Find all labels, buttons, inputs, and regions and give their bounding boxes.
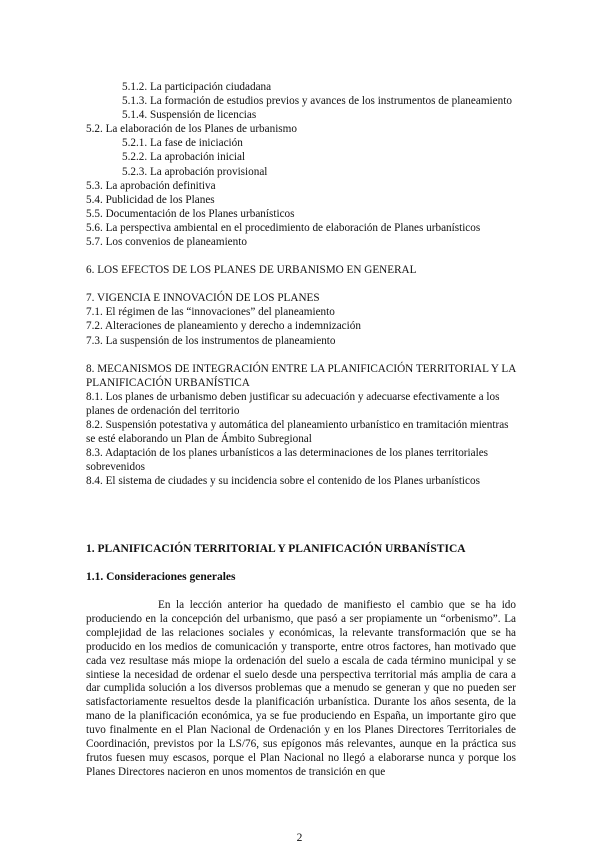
toc-entry: 5.1.3. La formación de estudios previos y avances de los instrumentos de planeamiento bbox=[122, 95, 512, 108]
page-number: 2 bbox=[296, 832, 303, 844]
toc-entry: 5.2.3. La aprobación provisional bbox=[122, 165, 268, 178]
toc-entry: 7. VIGENCIA E INNOVACIÓN DE LOS PLANES bbox=[86, 292, 320, 305]
subsection-heading: 1.1. Consideraciones generales bbox=[86, 571, 236, 583]
toc-entry: 5.1.4. Suspensión de licencias bbox=[122, 109, 257, 122]
toc-entry: 6. LOS EFECTOS DE LOS PLANES DE URBANISMO EN GENERAL bbox=[86, 264, 417, 277]
toc-entry: 5.1.2. La participación ciudadana bbox=[122, 81, 272, 93]
toc-entry: 5.3. La aprobación definitiva bbox=[86, 179, 216, 192]
toc-entry: 5.2.1. La fase de iniciación bbox=[122, 137, 243, 150]
toc-entry: 5.6. La perspectiva ambiental en el procedimiento de elaboración de Planes urbanísticos bbox=[86, 221, 481, 234]
toc-entry: 5.5. Documentación de los Planes urbanísticos bbox=[86, 207, 295, 220]
toc-entry: 8.3. Adaptación de los planes urbanísticos a las determinaciones de los planes territoriales sobrevenidos bbox=[86, 447, 489, 474]
toc-entry: 7.2. Alteraciones de planeamiento y derecho a indemnización bbox=[86, 320, 361, 333]
toc-entry: 8. MECANISMOS DE INTEGRACIÓN ENTRE LA PLANIFICACIÓN TERRITORIAL Y LA PLANIFICACIÓN URBANÍSTICA bbox=[86, 362, 516, 389]
toc-entry: 5.2.2. La aprobación inicial bbox=[122, 151, 246, 164]
toc-entry: 5.2. La elaboración de los Planes de urbanismo bbox=[86, 123, 297, 136]
toc-spacer bbox=[86, 277, 516, 291]
toc-spacer bbox=[86, 249, 516, 263]
table-of-contents bbox=[86, 80, 516, 488]
toc-entry: 8.1. Los planes de urbanismo deben justificar su adecuación y adecuarse efectivamente a los planes de ordenación del territorio bbox=[86, 390, 500, 417]
toc-entry: 7.3. La suspensión de los instrumentos de planeamiento bbox=[86, 334, 336, 347]
toc-spacer bbox=[86, 348, 516, 362]
toc-entry: 5.4. Publicidad de los Planes bbox=[86, 193, 215, 206]
body-paragraph: En la lección anterior ha quedado de manifiesto el cambio que se ha ido produciendo en la concepción del urbanismo, que pasó a ser propiamente un “orbenismo”. La complejidad de las relaciones sociales y económicas, la relevante transformación que se ha producido en los medios de comunicación y transporte, entre otros factores, han motivado que cada vez resultase más miope la ordenación del suelo a escala de cada término municipal y se sintiese la necesidad de ordenar el suelo desde una perspectiva territorial más amplia de cara a dar cumplida solución a los diversos problemas que a menudo se generan y que no pueden ser satisfactoriamente resueltos desde la planificación urbanística. Durante los años sesenta, de la mano de la planificación económica, ya se fue produciendo en España, un importante giro que tuvo finalmente en el Plan Nacional de Ordenación y en los Planes Directores Territoriales de Coordinación, previstos por la LS/76, sus epígonos más relevantes, aunque en la práctica sus frutos fuesen muy escasos, porque el Plan Nacional no llegó a elaborarse nunca y porque los Planes Directores nacieron en unos momentos de transición en que bbox=[86, 599, 516, 778]
section-heading: 1. PLANIFICACIÓN TERRITORIAL Y PLANIFICACIÓN URBANÍSTICA bbox=[86, 543, 466, 555]
toc-entry: 5.7. Los convenios de planeamiento bbox=[86, 236, 247, 249]
toc-entry: 7.1. El régimen de las “innovaciones” del planeamiento bbox=[86, 306, 335, 319]
toc-entry: 8.4. El sistema de ciudades y su incidencia sobre el contenido de los Planes urbanísticos bbox=[86, 475, 480, 488]
toc-entry: 8.2. Suspensión potestativa y automática del planeamiento urbanístico en tramitación mientras se esté elaborando un Plan de Ámbito Subregional bbox=[86, 418, 509, 446]
